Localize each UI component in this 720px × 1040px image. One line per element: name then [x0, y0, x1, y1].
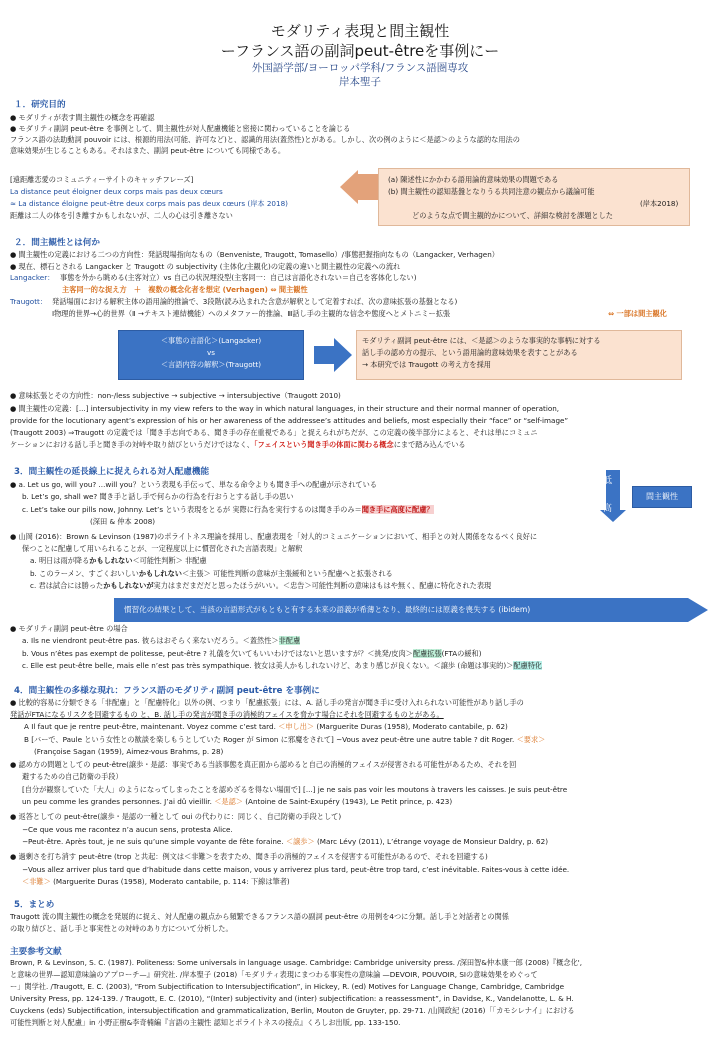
s3-yamaoka-2: 保つことに配慮して用いられることが、一定程度以上に慣習化された言語表現」と解釈	[22, 544, 303, 553]
poster-title: モダリティ表現と間主観性	[270, 22, 450, 40]
face-concept-highlight: 「フェイスという聞き手の体面に関わる概念	[253, 440, 394, 449]
s2-bullet-3: ● 意味拡張とその方向性：non-/less subjective → subjective → intersubjective（Traugott 2010)	[10, 391, 341, 400]
s4-admission-2: 避するための自己防衛の手段）	[22, 772, 123, 781]
s1-example-translation: 距離は二人の体を引き離すかもしれないが、二人の心は引き離さない	[10, 211, 233, 220]
s1-bullet-2: ● モダリティ副詞 peut-être を事例として、間主観性が対人配慮機能と密接に関わっていることを論じる	[10, 124, 351, 133]
affiliation: 外国語学部/ヨーロッパ学科/フランス語圏専攻	[251, 62, 469, 74]
section-1-heading: １．研究目的	[14, 100, 66, 110]
s4-reply-1: ● 返答としての peut-être(譲歩・是認の一種として oui の代わりに：同じく、自己防衛の手段として)	[10, 812, 342, 821]
s2-bullet-1: ● 間主観性の定義における二つの方向性：発話現場指向なもの（Benveniste, Traugott, Tomasello）/事態把握指向なもの（Langacker, Verhagen）	[10, 250, 499, 259]
s3-example-c: c. Let’s take our pills now, Johnny. Let’s という表現をとるが 実際に行為を実行するのは聞き手のみ＝聞き手に高度に配慮？	[22, 505, 434, 514]
s1-paragraph-2: 意味効果が生じることもある。それはまた、副詞 peut-être についても同様である。	[10, 146, 286, 155]
s5-summary-2: の取り結びと、話し手と事実性との対峙のあり方について分析した。	[10, 924, 233, 933]
s1-note-a: (a) 陳述性にかかわる語用論的意味効果の問題である	[388, 175, 559, 184]
s4-admission-1: ● 認め方の問題としての peut-être(譲歩・是認：事実である当該事態を真正面から認めると自己の消極的フェイスが侵害される可能性があるため、それを回	[10, 760, 517, 769]
section-2-heading: ２．間主観性とは何か	[14, 238, 100, 248]
s1-note-b: (b) 間主観性の認知基盤となりうる共同注意の観点から議論可能	[388, 187, 595, 196]
s3-kamo-a: a. 明日は雨が降るかもしれない＜可能性判断＞ 非配慮	[30, 556, 207, 565]
s1-bullet-1: ● モダリティが表す間主観性の概念を再確認	[10, 113, 155, 122]
s4-excess-2: −Vous allez arriver plus tard que d’habitude dans cette maison, vous y arriverez plus tard, peut-être trop tard, c’est inévitable. Faites-vous à cette idée.	[22, 865, 570, 874]
s1-example-french: La distance peut éloigner deux corps mais pas deux cœurs	[10, 187, 223, 196]
s4-example-B: B [バーで、Paule という女性との歓談を楽しもうとしていた Roger が Simon に邪魔をされて] ~Vous avez peut-être une autre table ? dit Roger. ＜要求＞	[24, 735, 546, 744]
extended-consideration-tag: 配慮拡張	[412, 649, 442, 658]
s1-note-d: どのような点で間主観的かについて、詳細な検討を課題とした	[412, 211, 613, 220]
section-5-heading: 5．まとめ	[14, 900, 55, 910]
s1-example-paraphrase: ≈ La distance éloigne peut-être deux corps mais pas deux cœurs (岸本 2018)	[10, 199, 288, 208]
s2-traugott-text: 発話場面における解釈主体の語用論的推論で、3段階(読み込まれた含意が解釈として定着すれば、次の意味拡張の基盤となる)	[52, 297, 458, 306]
s3-example-a: ● a. Let us go, will you? ...will you？という表現も手伝って、単なる命令よりも聞き手への配慮が示されている	[10, 480, 377, 489]
s4-intro-2: 発話がFTAになるリスクを回避するもの と、B. 話し手の発言が聞き手の消極的フェイスを脅かす場合にそれを回避するものとがある。	[10, 710, 444, 719]
s4-excess-1: ● 過剰さを打ち消す peut-être (trop と共起：例文は＜非難＞を表すため、聞き手の消極的フェイスを侵害する可能性があるので、それを回避する)	[10, 852, 488, 861]
s4-admission-4: un peu comme les grandes personnes. J’ai dû vieillir. ＜是認＞ (Antoine de Saint-Exupéry (1943), Le Petit prince, p. 423)	[22, 797, 453, 806]
scale-low-label: 低	[603, 476, 613, 486]
s2-adopt-line-2: 話し手の認め方の提示、という語用論的意味効果を表すことがある	[362, 348, 578, 357]
section-4-heading: 4．間主観性の多様な現れ：フランス語のモダリティ副詞 peut-être を事例に	[14, 686, 320, 696]
s3-citation: (深田 & 仲本 2008)	[90, 517, 156, 526]
s3-peutetre-b: b. Vous n’êtes pas exempt de politesse, peut-être ? 礼儀を欠いてもいいわけではないと思いますが？＜挑発/皮肉＞配慮拡張(FTAの緩和)	[22, 649, 482, 658]
specialized-consideration-tag: 配慮特化	[513, 661, 543, 670]
s2-intersubjectivity-line: 主客同一的な捉え方 ＋ 複数の概念化者を想定 (Verhagen) ⇔ 間主観性	[62, 285, 308, 294]
section-3-heading: 3．間主観性の延長線上に捉えられる対人配慮機能	[14, 467, 210, 477]
s4-reply-2: −Ce que vous me racontez n’a aucun sens, protesta Alice.	[22, 825, 233, 834]
intersubjectivity-label: 間主観性	[646, 492, 678, 501]
s3-peutetre-a: a. Ils ne viendront peut-être pas. 彼らはおそらく来ないだろう。＜蓋然性＞非配慮	[22, 636, 301, 645]
non-consideration-tag: 非配慮	[278, 636, 301, 645]
s4-example-B-ref: (Françoise Sagan (1959), Aimez-vous Brahms, p. 28)	[34, 747, 224, 756]
s4-reply-3: −Peut-être. Après tout, je ne suis qu’une simple voyante de fête foraine. ＜譲歩＞ (Marc Lévy (2011), L’étrange voyage de Monsieur Daldry, p. 62)	[22, 837, 549, 846]
s3-yamaoka-1: ● 山岡 (2016)：Brown & Levinson (1987)のポライトネス理論を採用し、配慮表現を「対人的コミュニケーションにおいて、相手との対人関係をなるべく良好に	[10, 532, 538, 541]
s5-summary-1: Traugott 流の間主観性の概念を発展的に捉え、対人配慮の観点から頻繁できるフランス語の副詞 peut-être の用例を4つに分類。話し手と対話者との関係	[10, 912, 509, 921]
s1-example-source: [遠距離恋愛のコミュニティーサイトのキャッチフレーズ]	[10, 175, 194, 184]
reference-line-1: Brown, P. & Levinson, S. C. (1987). Politeness: Some universals in language usage. Cambridge: Cambridge university press. /深田智&仲本康一郎 (2008)『概念化',	[10, 958, 583, 967]
s3-kamo-b: b. このラーメン、すごくおいしいかもしれない＜主張＞ 可能性判断の意味が主張緩和という配慮へと拡張される	[30, 569, 393, 578]
s2-langacker-text: 事態を外から眺める(主客対立）vs 自己の状況埋没型(主客同一：自己は言語化されない＝自己を客体化しない)	[60, 273, 417, 282]
s3-peutetre-c: c. Elle est peut-être belle, mais elle n’est pas très sympathique. 彼女は美人かもしれないけど、あまり感じが良くない。＜譲歩 (命題は事実的)＞配慮特化	[22, 661, 543, 670]
s3-peutetre-heading: ● モダリティ副詞 peut-être の場合	[10, 624, 128, 633]
s2-contrast-traugott: ＜言語内容の解釈＞(Traugott)	[160, 360, 262, 369]
s2-arrow-icon	[314, 336, 352, 374]
s1-arrow-icon	[340, 170, 380, 204]
s1-paragraph: フランス語の法助動詞 pouvoir には、根源的用法(可能、許可など)と、認識的用法(蓋然性)とがある。しかし、次の例のように＜是認＞のような認的な用法の	[10, 135, 520, 144]
reference-line-4: University Press, pp. 124-139. / Traugott, E. C. (2010), “(Inter) subjectivity and (inter) subjectification: a reassessment”, in Davidse, K., Vandelanotte, L. & H.	[10, 994, 574, 1003]
s4-intro-1: ● 比較的容易に分類できる「非配慮」と「配慮特化」以外の例、つまり「配慮拡張」には、A. 話し手の発言が聞き手に受け入れられない可能性があり話し手の	[10, 698, 524, 707]
reference-line-6: 可能性判断と対人配慮」in 小野正樹&李奇楠編『言語の主観性 認知とポライトネスの接点』くろしお出版, pp. 133-150.	[10, 1018, 401, 1027]
s2-bullet-4-cont-3: ケーションにおける話し手と聞き手の対峙や取り結びというだけではなく、「フェイスという聞き手の体面に関わる概念にまで踏み込んでいる	[10, 440, 466, 449]
s2-contrast-langacker: ＜事態の言語化＞(Langacker)	[160, 336, 262, 345]
s2-bullet-4-cont: provide for the locutionary agent’s expression of his or her awareness of the addressee’s attitudes and beliefs, most especially their “face” or “self-image”	[10, 416, 569, 425]
s2-adopt-line-1: モダリティ副詞 peut-être には、＜是認＞のような事実的な事柄に対する	[362, 336, 601, 345]
s2-partial-intersubjectification: ⇔ 一部は間主観化	[608, 309, 667, 318]
s2-adopt-line-3: → 本研究では Traugott の考え方を採用	[362, 360, 491, 369]
s2-contrast-vs: vs	[207, 348, 215, 357]
scale-high-label: 高	[603, 504, 613, 514]
author: 岸本聖子	[339, 76, 381, 88]
reference-line-2: と意味の世界—認知意味論のアプローチ—』研究社. /岸本聖子 (2018)「モダリティ表現にまつわる事実性の意味論 —DEVOIR, POUVOIR, SIの意味効果をめぐって	[10, 970, 538, 979]
reference-line-5: Cuyckens (eds) Subjectification, intersubjectification and grammaticalization, Berlin, Mouton de Gruyter, pp. 29-71. /山岡政紀 (2016)「「カモシレナイ」における	[10, 1006, 575, 1015]
poster-subtitle: ーフランス語の副詞peut-êtreを事例にー	[220, 42, 500, 60]
high-consideration-highlight: 聞き手に高度に配慮？	[361, 505, 434, 514]
s2-bullet-2: ● 現在、標石とされる Langacker と Traugott の subjectivity (主体化/主観化)の定義の違いと間主観性の定義への流れ	[10, 262, 401, 271]
s4-example-A: A Il faut que je rentre peut-être, maintenant. Voyez comme c’est tard. ＜申し出＞ (Marguerite Duras (1958), Moderato cantabile, p. 62)	[24, 722, 508, 731]
s2-langacker-label: Langacker：	[10, 273, 55, 282]
s3-example-b: b. Let’s go, shall we? 聞き手と話し手で何らかの行為を行おうとする話し手の思い	[22, 492, 294, 501]
references-heading: 主要参考文献	[10, 947, 62, 957]
s4-admission-3: [自分が観察していた「大人」のようになってしまったことを認めざるを得ない場面で] [...] je ne sais pas voir les moutons à travers les caisses. Je suis peut-être	[22, 785, 568, 794]
conventionalization-text: 慣習化の結果として、当該の言語形式がもともと有する本来の語義が希薄となり、最終的には原義を喪失する (ibidem)	[124, 605, 531, 614]
s2-traugott-label: Traugott：	[10, 297, 48, 306]
s2-bullet-4: ● 間主観性の定義：[...] intersubjectivity in my view refers to the way in which natural languages, in their structure and their normal manner of operation,	[10, 404, 560, 413]
s4-excess-3: ＜非難＞ (Marguerite Duras (1958), Moderato cantabile, p. 114: 下線は筆者)	[22, 877, 290, 886]
s2-bullet-4-cont-2: (Traugott 2003) ⇒Traugott の定義では「聞き手志向である、聞き手の存在重視である」と捉えられがちだが、この定義の後半部分によると、それは単にコミュニ	[10, 428, 538, 437]
s2-traugott-stages: Ⅰ物理的世界→心的世界（Ⅱ →テキスト連結機能）へのメタファー的推論、Ⅲ話し手の主観的な信念や態度へとメトニミー拡張	[52, 309, 451, 318]
s1-note-c: (岸本2018)	[640, 199, 679, 208]
s3-kamo-c: c. 君は試合には勝ったかもしれないが実力はまだまだだと思ったほうがいい。＜忠告＞可能性判断の意味はもはや無く、配慮に特化された表現	[30, 581, 492, 590]
reference-line-3: ー」関学社. /Traugott, E. C. (2003), “From Subjectification to Intersubjectification”, in Hickey, R. (ed) Motives for Language Change, Cambridge, Cambridge	[10, 982, 565, 991]
